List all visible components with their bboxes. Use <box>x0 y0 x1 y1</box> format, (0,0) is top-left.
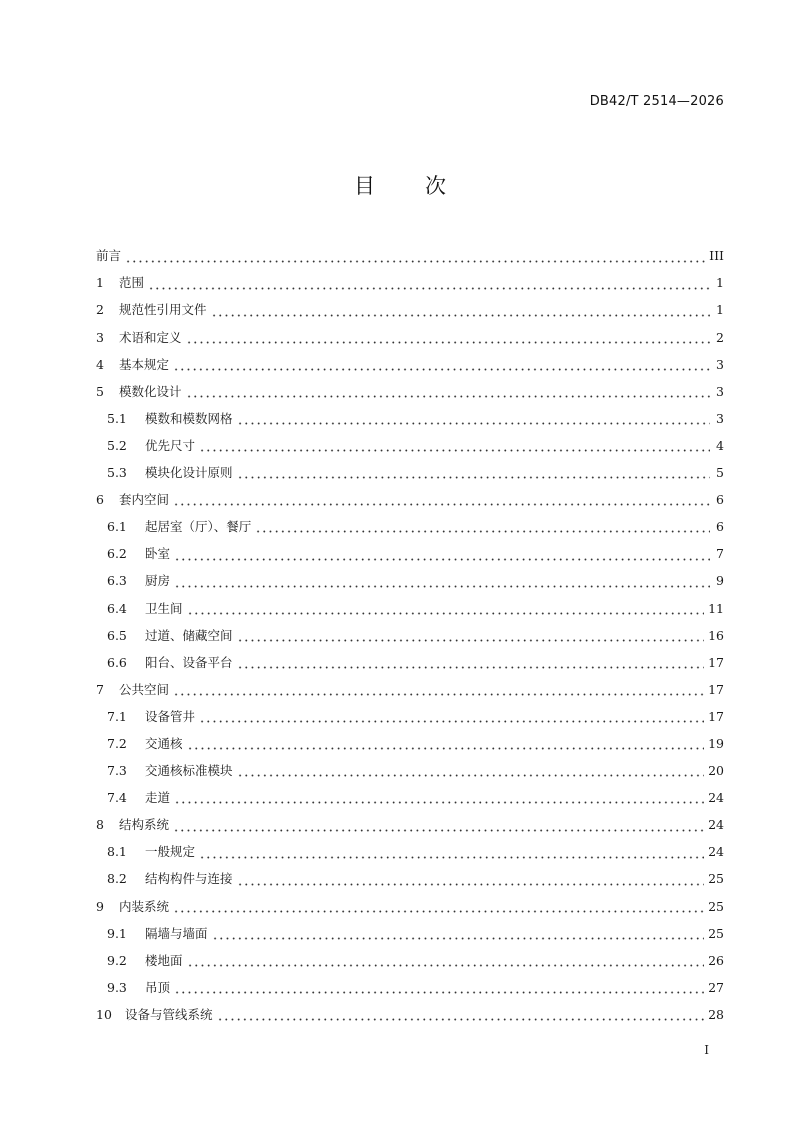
toc-entry-title: 模数和模数网格 <box>145 410 233 426</box>
toc-entry-number: 6.3 <box>107 573 127 589</box>
toc-entry-page: 20 <box>708 763 724 779</box>
toc-entry-number: 5.2 <box>107 437 127 453</box>
toc-entry-title: 卫生间 <box>145 600 183 616</box>
toc-entry-number: 9 <box>96 898 104 914</box>
toc-entry-title: 术语和定义 <box>119 329 182 345</box>
dot-leader <box>186 386 710 398</box>
toc-entry[interactable] <box>96 866 724 893</box>
toc-entry-page: 5 <box>716 465 724 481</box>
toc-entry-page: 25 <box>708 898 724 914</box>
toc-entry[interactable] <box>96 731 724 758</box>
dot-leader <box>199 440 710 452</box>
dot-leader <box>174 982 704 994</box>
toc-entry-title: 过道、储藏空间 <box>145 627 233 643</box>
toc-entry-page: 24 <box>708 817 724 833</box>
toc-entry[interactable] <box>96 947 724 974</box>
toc-entry[interactable] <box>96 975 724 1002</box>
toc-entry[interactable] <box>96 324 724 351</box>
toc-entry-page: 25 <box>708 871 724 887</box>
toc-entry-title: 交通核 <box>145 735 183 751</box>
toc-entry[interactable] <box>96 514 724 541</box>
page-title <box>0 170 800 200</box>
dot-leader <box>217 1009 705 1021</box>
dot-leader <box>174 792 704 804</box>
toc-entry-page: 24 <box>708 790 724 806</box>
toc-entry-title: 起居室（厅）、餐厅 <box>145 519 252 535</box>
toc-entry-page: 6 <box>716 492 724 508</box>
toc-entry-number: 4 <box>96 356 104 372</box>
toc-entry-title: 范围 <box>119 275 145 291</box>
dot-leader <box>255 521 710 533</box>
toc-entry-number: 5.1 <box>107 410 127 426</box>
toc-entry-number: 7.3 <box>107 763 127 779</box>
toc-entry-number: 8.2 <box>107 871 127 887</box>
dot-leader <box>148 278 710 290</box>
dot-leader <box>174 549 710 561</box>
toc-entry-title: 交通核标准模块 <box>145 763 233 779</box>
title-char-1: 目 <box>354 174 375 198</box>
dot-leader <box>212 928 705 940</box>
toc-entry-number: 7 <box>96 681 104 697</box>
toc-entry[interactable] <box>96 893 724 920</box>
toc-entry-page: 9 <box>716 573 724 589</box>
dot-leader <box>173 820 704 832</box>
toc-entry-title: 一般规定 <box>145 844 196 860</box>
toc-entry-number: 7.1 <box>107 708 127 724</box>
toc-entry-number: 5.3 <box>107 465 127 481</box>
dot-leader <box>237 765 705 777</box>
toc-entry-title: 套内空间 <box>119 492 170 508</box>
toc-entry-page: 26 <box>708 952 724 968</box>
toc-entry-title: 楼地面 <box>145 952 183 968</box>
dot-leader <box>173 684 704 696</box>
toc-entry[interactable] <box>96 622 724 649</box>
toc-entry[interactable] <box>96 568 724 595</box>
toc-entry-title: 阳台、设备平台 <box>145 654 233 670</box>
toc-entry[interactable] <box>96 839 724 866</box>
toc-entry-title: 隔墙与墙面 <box>145 925 208 941</box>
dot-leader <box>187 955 705 967</box>
toc-entry-title: 基本规定 <box>119 356 170 372</box>
toc-entry[interactable] <box>96 297 724 324</box>
toc-entry-title: 吊顶 <box>145 979 171 995</box>
toc-entry-title: 规范性引用文件 <box>119 302 207 318</box>
dot-leader <box>237 467 710 479</box>
toc-entry-page: 11 <box>708 600 724 616</box>
toc-entry-page: 1 <box>716 275 724 291</box>
table-of-contents <box>96 243 724 1029</box>
toc-entry[interactable] <box>96 243 724 270</box>
toc-entry-page: 27 <box>708 979 724 995</box>
dot-leader <box>237 657 705 669</box>
dot-leader <box>173 901 704 913</box>
toc-entry-page: 4 <box>716 437 724 453</box>
toc-entry-page: 17 <box>708 708 724 724</box>
toc-entry-title: 卧室 <box>145 546 171 562</box>
toc-entry-page: 16 <box>708 627 724 643</box>
toc-entry-title: 模数化设计 <box>119 383 182 399</box>
toc-entry[interactable] <box>96 541 724 568</box>
toc-entry-number: 7.4 <box>107 790 127 806</box>
toc-entry-page: 28 <box>708 1006 724 1022</box>
toc-entry-title: 公共空间 <box>119 681 170 697</box>
toc-entry-title: 走道 <box>145 790 171 806</box>
toc-entry-page: III <box>709 248 724 264</box>
toc-entry-number: 8 <box>96 817 104 833</box>
dot-leader <box>187 738 705 750</box>
toc-entry-title: 优先尺寸 <box>145 437 196 453</box>
dot-leader <box>237 630 705 642</box>
dot-leader <box>125 251 705 263</box>
toc-entry[interactable] <box>96 649 724 676</box>
toc-entry[interactable] <box>96 270 724 297</box>
dot-leader <box>199 847 704 859</box>
dot-leader <box>237 413 710 425</box>
toc-entry[interactable] <box>96 920 724 947</box>
toc-entry-page: 6 <box>716 519 724 535</box>
toc-entry-number: 8.1 <box>107 844 127 860</box>
toc-entry[interactable] <box>96 406 724 433</box>
toc-entry-title: 内装系统 <box>119 898 170 914</box>
toc-entry-number: 5 <box>96 383 104 399</box>
toc-entry[interactable] <box>96 460 724 487</box>
toc-entry-page: 19 <box>708 735 724 751</box>
toc-entry[interactable] <box>96 351 724 378</box>
toc-entry-number: 9.2 <box>107 952 127 968</box>
dot-leader <box>186 332 710 344</box>
toc-entry-number: 2 <box>96 302 104 318</box>
toc-entry-page: 7 <box>716 546 724 562</box>
toc-entry[interactable] <box>96 704 724 731</box>
dot-leader <box>187 603 705 615</box>
dot-leader <box>173 359 710 371</box>
toc-entry-title: 设备管井 <box>145 708 196 724</box>
toc-entry[interactable] <box>96 487 724 514</box>
folio-page-number: I <box>704 1043 709 1057</box>
toc-entry-page: 3 <box>716 383 724 399</box>
toc-entry[interactable] <box>96 1002 724 1029</box>
toc-entry[interactable] <box>96 595 724 622</box>
toc-entry-number: 6 <box>96 492 104 508</box>
toc-entry-title: 厨房 <box>145 573 171 589</box>
toc-entry-title: 结构构件与连接 <box>145 871 233 887</box>
toc-entry-number: 9.1 <box>107 925 127 941</box>
toc-entry-number: 6.2 <box>107 546 127 562</box>
dot-leader <box>174 576 710 588</box>
toc-entry-number: 9.3 <box>107 979 127 995</box>
toc-entry-title: 设备与管线系统 <box>125 1006 213 1022</box>
toc-entry-page: 17 <box>708 654 724 670</box>
dot-leader <box>237 874 705 886</box>
toc-entry-number: 3 <box>96 329 104 345</box>
toc-entry-page: 1 <box>716 302 724 318</box>
toc-entry-page: 2 <box>716 329 724 345</box>
toc-entry-title: 模块化设计原则 <box>145 465 233 481</box>
toc-entry-number: 6.5 <box>107 627 127 643</box>
toc-entry-title: 前言 <box>96 248 122 264</box>
dot-leader <box>211 305 710 317</box>
toc-entry-number: 10 <box>96 1006 112 1022</box>
standard-code: DB42/T 2514—2026 <box>589 94 724 109</box>
toc-entry-number: 7.2 <box>107 735 127 751</box>
toc-entry[interactable] <box>96 758 724 785</box>
toc-entry-number: 6.4 <box>107 600 127 616</box>
toc-entry[interactable] <box>96 677 724 704</box>
dot-leader <box>199 711 704 723</box>
title-char-2: 次 <box>425 174 446 198</box>
toc-entry[interactable] <box>96 378 724 405</box>
toc-entry-number: 6.6 <box>107 654 127 670</box>
dot-leader <box>173 494 710 506</box>
toc-entry[interactable] <box>96 812 724 839</box>
toc-entry-number: 6.1 <box>107 519 127 535</box>
toc-entry[interactable] <box>96 433 724 460</box>
toc-entry-page: 3 <box>716 410 724 426</box>
toc-entry-number: 1 <box>96 275 104 291</box>
toc-entry-title: 结构系统 <box>119 817 170 833</box>
toc-entry-page: 17 <box>708 681 724 697</box>
toc-entry-page: 3 <box>716 356 724 372</box>
toc-entry-page: 24 <box>708 844 724 860</box>
toc-entry-page: 25 <box>708 925 724 941</box>
toc-entry[interactable] <box>96 785 724 812</box>
